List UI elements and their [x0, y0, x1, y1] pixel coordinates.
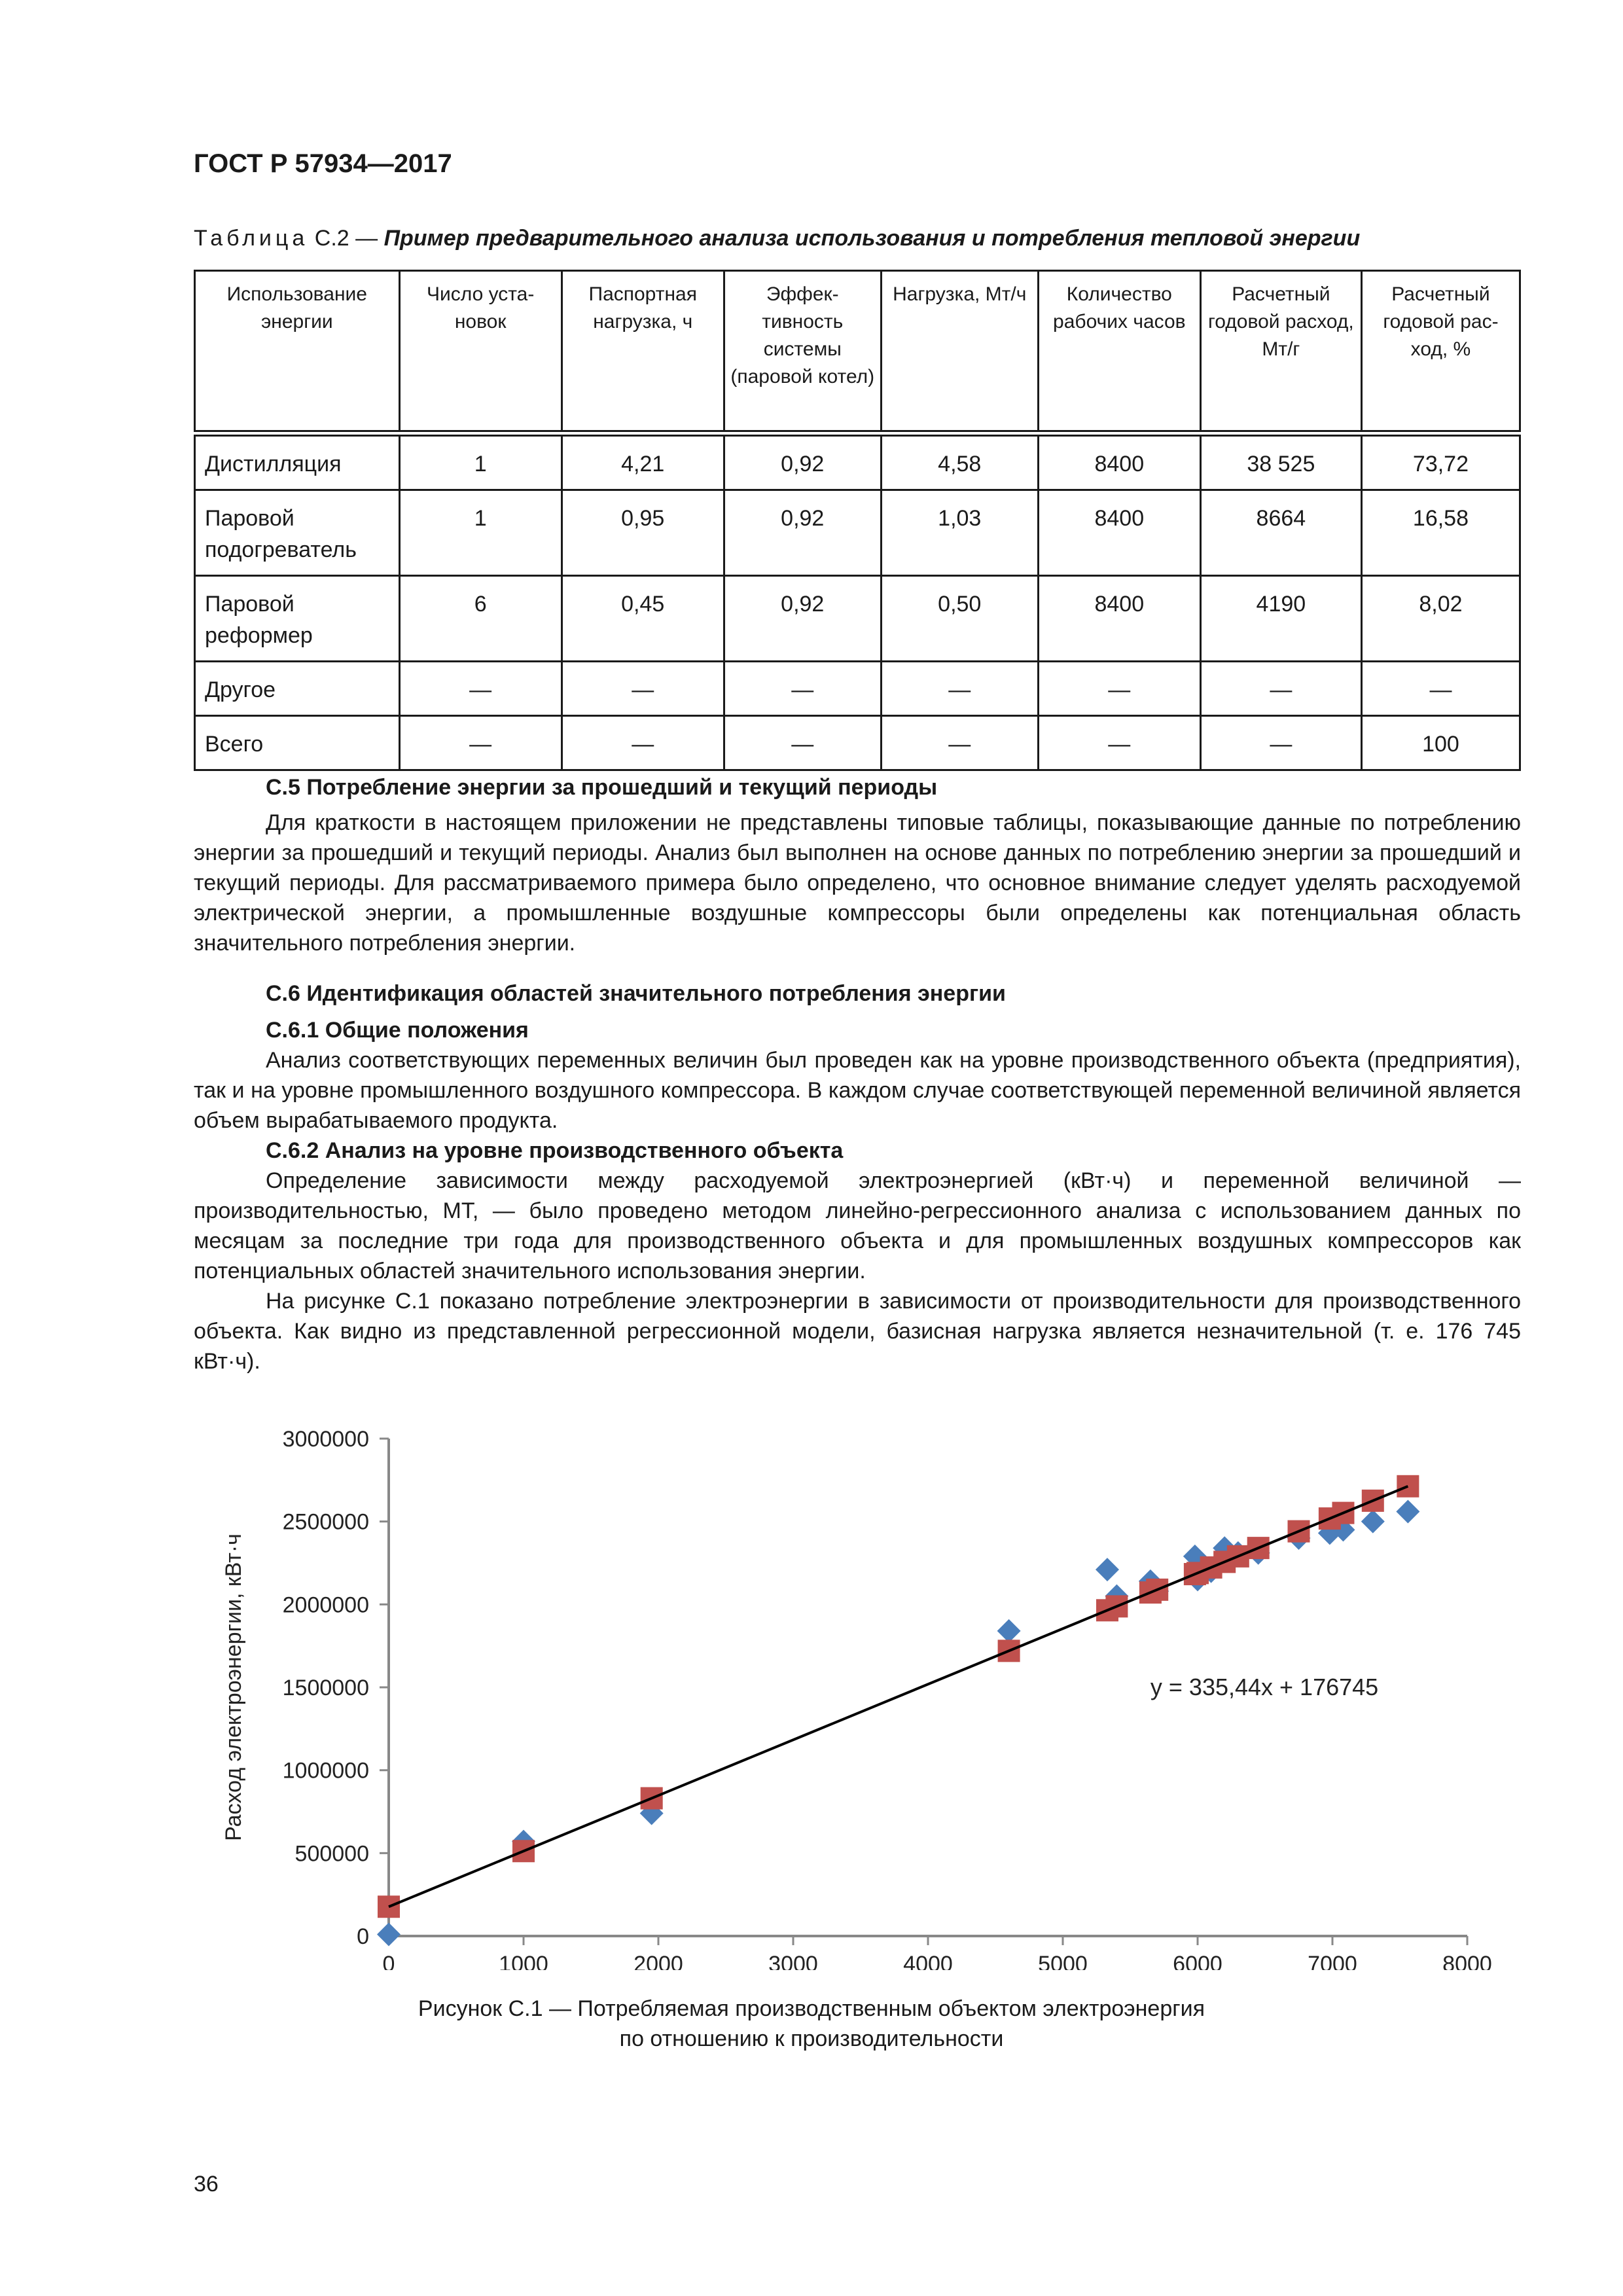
trendline-equation: y = 335,44x + 176745 [1150, 1674, 1379, 1700]
paragraph: На рисунке С.1 показано потребление электроэнергии в зависимости от производительности для производственного объекта. Как видно из представленной регрессионной модели, базисная нагрузка является незначительной (т. е. 176 745 кВт·ч). [194, 1289, 1521, 1374]
table-cell: 4,58 [881, 433, 1038, 490]
table-row [195, 576, 1520, 662]
table-cell: — [1038, 716, 1200, 770]
table-cell: 4190 [1200, 576, 1361, 662]
energy-table [194, 270, 1521, 771]
y-tick-label: 1000000 [282, 1758, 369, 1784]
subsection-title: С.6.2 Анализ на уровне производственного объекта [266, 1138, 844, 1163]
y-tick-label: 0 [357, 1924, 369, 1949]
table-cell: — [881, 662, 1038, 716]
x-tick-label: 4000 [903, 1952, 953, 1970]
table-row [195, 716, 1520, 770]
x-tick-label: 1000 [499, 1952, 548, 1970]
section-title: С.6 Идентификация областей значительного потребления энергии [266, 981, 1006, 1006]
table-cell: — [724, 716, 881, 770]
table-cell: — [562, 662, 724, 716]
row-label: Паровой реформер [195, 576, 400, 662]
data-point-diamond [1396, 1499, 1419, 1523]
table-cell: — [881, 716, 1038, 770]
y-tick-label: 2000000 [282, 1592, 369, 1618]
column-header: Количество рабочих часов [1038, 271, 1200, 434]
y-tick-label: 2500000 [282, 1509, 369, 1535]
table-cell: — [399, 662, 562, 716]
row-label: Другое [195, 662, 400, 716]
table-caption-title: Пример предварительного анализа использования и потребления тепловой энергии [383, 226, 1361, 251]
scatter-chart [216, 1407, 1499, 1970]
data-point-diamond [1096, 1558, 1119, 1581]
table-cell: 0,92 [724, 576, 881, 662]
column-header: Нагрузка, Мт/ч [881, 271, 1038, 434]
table-cell: 8400 [1038, 576, 1200, 662]
row-label: Паровой подогреватель [195, 490, 400, 576]
table-cell: — [724, 662, 881, 716]
document-id: ГОСТ Р 57934—2017 [194, 149, 452, 178]
table-cell: 1 [399, 433, 562, 490]
data-point-diamond [1361, 1510, 1385, 1534]
data-point-diamond [377, 1922, 401, 1946]
page-number: 36 [194, 2172, 219, 2197]
table-cell: — [399, 716, 562, 770]
x-tick-label: 0 [382, 1952, 395, 1970]
table-cell: 100 [1361, 716, 1520, 770]
table-cell: 6 [399, 576, 562, 662]
table-cell: 0,95 [562, 490, 724, 576]
x-tick-label: 3000 [768, 1952, 818, 1970]
figure-caption-line2: по отношению к производительности [619, 2026, 1004, 2051]
table-cell: 0,50 [881, 576, 1038, 662]
chart-canvas [216, 1407, 1499, 1970]
table-cell: 8400 [1038, 433, 1200, 490]
column-header: Эффек-тивность системы (паровой котел) [724, 271, 881, 434]
y-tick-label: 3000000 [282, 1427, 369, 1452]
row-label: Всего [195, 716, 400, 770]
column-header: Число уста-новок [399, 271, 562, 434]
table-cell: 16,58 [1361, 490, 1520, 576]
table-row [195, 490, 1520, 576]
column-header: Расчетный годовой расход, Мт/г [1200, 271, 1361, 434]
row-label: Дистилляция [195, 433, 400, 490]
table-cell: — [1038, 662, 1200, 716]
x-tick-label: 5000 [1038, 1952, 1088, 1970]
table-cell: 8664 [1200, 490, 1361, 576]
table-cell: 8400 [1038, 490, 1200, 576]
table-cell: 8,02 [1361, 576, 1520, 662]
section-title: С.5 Потребление энергии за прошедший и текущий периоды [266, 775, 938, 800]
table-cell: 73,72 [1361, 433, 1520, 490]
table-cell: 0,92 [724, 490, 881, 576]
x-tick-label: 7000 [1308, 1952, 1357, 1970]
paragraph: Определение зависимости между расходуемой электроэнергией (кВт·ч) и переменной величиной — производительностью, МТ, — было проведено методом линейно-регрессионного анализа с использованием данных по месяцам за последние три года для производственного объекта и для промышленных воздушных компрессоров как потенциальных областей значительного использования энергии. [194, 1168, 1521, 1283]
table-header-row [195, 271, 1520, 434]
table-cell: 0,45 [562, 576, 724, 662]
table-cell: — [1361, 662, 1520, 716]
table-row [195, 433, 1520, 490]
subsection-title: С.6.1 Общие положения [266, 1018, 529, 1043]
table-caption-num: С.2 — [308, 226, 384, 251]
column-header: Расчетный годовой рас-ход, % [1361, 271, 1520, 434]
table-cell: — [1200, 716, 1361, 770]
paragraph: Для краткости в настоящем приложении не представлены типовые таблицы, показывающие данные по потреблению энергии за прошедший и текущий периоды. Анализ был выполнен на основе данных по потреблению энергии за прошедший и текущий периоды. Для рассматриваемого примера было определено, что основное внимание следует уделять расходуемой электрической энергии, а промышленные воздушные компрессоры были определены как потенциальная область значительного потребления энергии. [194, 810, 1521, 956]
table-cell: 0,92 [724, 433, 881, 490]
x-tick-label: 8000 [1442, 1952, 1492, 1970]
table-cell: 4,21 [562, 433, 724, 490]
section-c6 [194, 978, 1521, 1376]
y-tick-label: 500000 [294, 1841, 369, 1867]
paragraph: Анализ соответствующих переменных величин был проведен как на уровне производственного объекта (предприятия), так и на уровне промышленного воздушного компрессора. В каждом случае соответствующей переменной величиной является объем вырабатываемого продукта. [194, 1048, 1521, 1133]
x-tick-label: 2000 [633, 1952, 683, 1970]
data-point-diamond [997, 1619, 1021, 1643]
table-row [195, 662, 1520, 716]
table-cell: — [562, 716, 724, 770]
table-cell: 38 525 [1200, 433, 1361, 490]
column-header: Использование энергии [195, 271, 400, 434]
y-tick-label: 1500000 [282, 1676, 369, 1700]
y-axis-label: Расход электроэнергии, кВт·ч [221, 1534, 246, 1841]
section-c5 [194, 772, 1521, 958]
x-tick-label: 6000 [1173, 1952, 1222, 1970]
table-caption-prefix: Таблица [194, 226, 309, 251]
table-cell: 1 [399, 490, 562, 576]
table-cell: — [1200, 662, 1361, 716]
table-caption [194, 226, 1360, 251]
table-cell: 1,03 [881, 490, 1038, 576]
column-header: Паспортная нагрузка, ч [562, 271, 724, 434]
figure-caption-line1: Рисунок С.1 — Потребляемая производственным объектом электроэнергия [418, 1996, 1205, 2021]
